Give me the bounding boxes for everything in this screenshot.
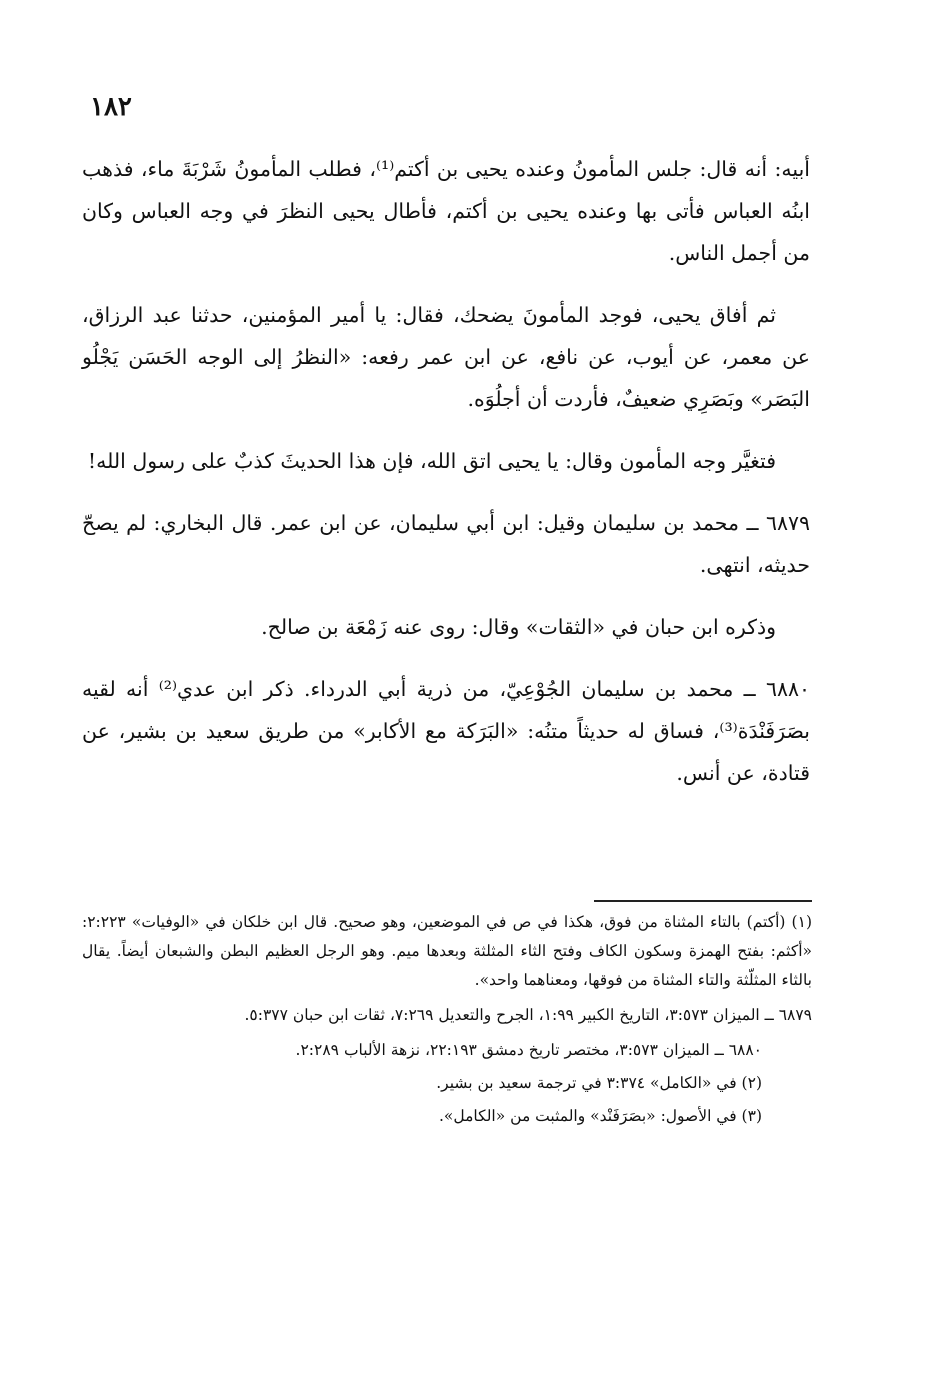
footnote-6879-sources: ٦٨٧٩ ــ الميزان ٣:٥٧٣، التاريخ الكبير ١:٩٩، الجرح والتعديل ٧:٢٦٩، ثقات ابن حبان ٥:٣٧٧. <box>244 1006 812 1024</box>
footnote-1: (١) (أكتم) بالتاء المثناة من فوق، هكذا في ص في الموضعين، وهو صحيح. قال ابن خلكان في «الوفيات» ٢:٢٢٣: «أكثم: بفتح الهمزة وسكون الكاف وفتح الثاء المثلثة وبعدها ميم. وهو الرجل العظيم البطن والشبعان أيضاً. يقال بالثاء المثلّثة والتاء المثناة من فوقها، ومعناهما واحد». <box>82 913 812 989</box>
entry-6880: ٦٨٨٠ ــ محمد بن سليمان الجُوْعِيّ، من ذرية أبي الدرداء. ذكر ابن عدي⁽²⁾ أنه لقيه بصَرَفَنْدَة⁽³⁾، فساق له حديثاً متنُه: «البَرَكة مع الأكابر» من طريق سعيد بن بشير، عن قتادة، عن أنس. <box>82 677 810 785</box>
paragraph-yahya-hadith: ثم أفاق يحيى، فوجد المأمونَ يضحك، فقال: يا أمير المؤمنين، حدثنا عبد الرزاق، عن معمر، عن أيوب، عن نافع، عن ابن عمر رفعه: «النظرُ إلى الوجه الحَسَن يَجْلُو البَصَر» وبَصَرِي ضعيفٌ، فأردت أن أجلُوَه. <box>82 303 810 411</box>
footnote-3: (٣) في الأصول: «بصَرَفَنْد» والمثبت من «الكامل». <box>438 1107 762 1125</box>
entry-6879-ibn-hibban: وذكره ابن حبان في «الثقات» وقال: روى عنه زَمْعَة بن صالح. <box>261 615 776 639</box>
footnotes <box>82 908 812 1135</box>
footnote-divider <box>594 900 812 902</box>
page-number: ١٨٢ <box>90 92 132 122</box>
footnote-6880-sources: ٦٨٨٠ ــ الميزان ٣:٥٧٣، مختصر تاريخ دمشق ٢٢:١٩٣، نزهة الألباب ٢:٢٨٩. <box>295 1041 762 1059</box>
entry-6879: ٦٨٧٩ ــ محمد بن سليمان وقيل: ابن أبي سليمان، عن ابن عمر. قال البخاري: لم يصحّ حديثه، انتهى. <box>82 511 810 577</box>
paragraph-mamun-reply: فتغيَّر وجه المأمون وقال: يا يحيى اتق الله، فإن هذا الحديثَ كذبٌ على رسول الله! <box>87 449 776 473</box>
main-text <box>82 148 810 814</box>
paragraph-yahya-abbas: أبيه: أنه قال: جلس المأمونُ وعنده يحيى بن أكتم⁽¹⁾، فطلب المأمونُ شَرْبَةَ ماء، فذهب ابنُه العباس فأتى بها وعنده يحيى بن أكتم، فأطال يحيى النظرَ في وجه العباس وكان من أجمل الناس. <box>82 157 810 265</box>
footnote-2: (٢) في «الكامل» ٣:٣٧٤ في ترجمة سعيد بن بشير. <box>436 1074 762 1092</box>
